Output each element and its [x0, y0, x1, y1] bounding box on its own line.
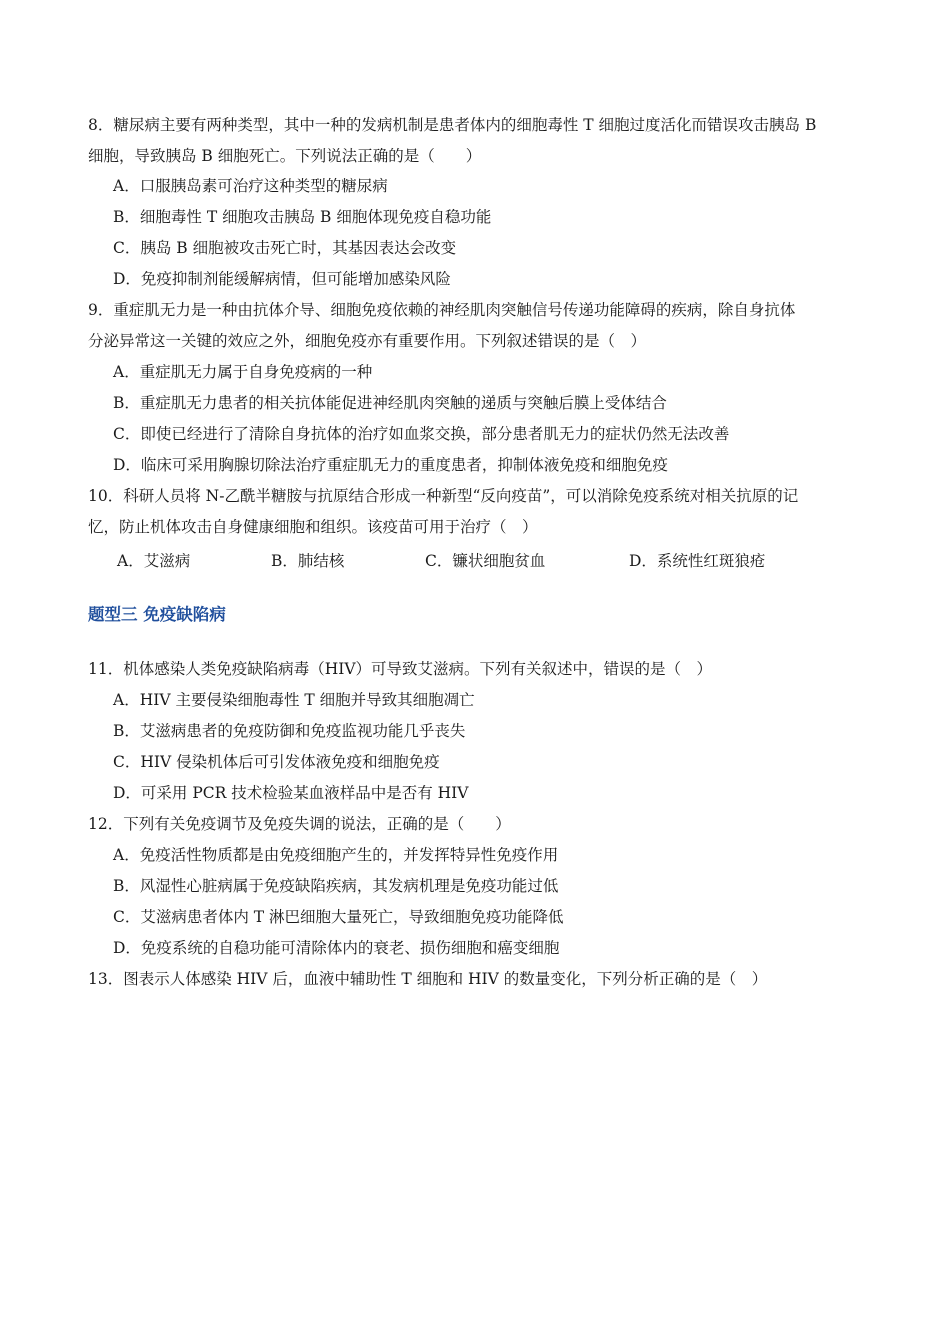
question-9-option-d: D．临床可采用胸腺切除法治疗重症肌无力的重度患者，抑制体液免疫和细胞免疫	[113, 456, 668, 474]
question-11-option-a: A．HIV 主要侵染细胞毒性 T 细胞并导致其细胞凋亡	[113, 691, 475, 709]
question-10-option-b: B．肺结核	[271, 552, 345, 570]
question-12-option-b: B．风湿性心脏病属于免疫缺陷疾病，其发病机理是免疫功能过低	[113, 877, 559, 895]
question-11-option-b: B．艾滋病患者的免疫防御和免疫监视功能几乎丧失	[113, 722, 466, 740]
question-10-stem-line1: 10．科研人员将 N-乙酰半糖胺与抗原结合形成一种新型“反向疫苗”，可以消除免疫系统对相关抗原的记	[88, 487, 799, 505]
question-10-option-d: D．系统性红斑狼疮	[629, 552, 766, 570]
question-12-option-c: C．艾滋病患者体内 T 淋巴细胞大量死亡，导致细胞免疫功能降低	[113, 908, 564, 926]
question-8-option-b: B．细胞毒性 T 细胞攻击胰岛 B 细胞体现免疫自稳功能	[113, 208, 492, 226]
question-9-option-b: B．重症肌无力患者的相关抗体能促进神经肌肉突触的递质与突触后膜上受体结合	[113, 394, 667, 412]
question-11-stem-line1: 11．机体感染人类免疫缺陷病毒（HIV）可导致艾滋病。下列有关叙述中，错误的是（ ）	[88, 660, 713, 678]
question-12-stem-line1: 12．下列有关免疫调节及免疫失调的说法，正确的是（ ）	[88, 815, 511, 833]
question-9-stem-line2: 分泌异常这一关键的效应之外，细胞免疫亦有重要作用。下列叙述错误的是（ ）	[88, 332, 647, 350]
section-heading: 题型三 免疫缺陷病	[88, 605, 226, 624]
question-8-stem-line1: 8．糖尿病主要有两种类型，其中一种的发病机制是患者体内的细胞毒性 T 细胞过度活化而错误攻击胰岛 B	[88, 116, 817, 134]
question-13-stem-line1: 13．图表示人体感染 HIV 后，血液中辅助性 T 细胞和 HIV 的数量变化，下列分析正确的是（ ）	[88, 970, 768, 988]
question-12-option-d: D．免疫系统的自稳功能可清除体内的衰老、损伤细胞和癌变细胞	[113, 939, 560, 957]
question-10-stem-line2: 忆，防止机体攻击自身健康细胞和组织。该疫苗可用于治疗（ ）	[88, 518, 538, 536]
question-8-option-d: D．免疫抑制剂能缓解病情，但可能增加感染风险	[113, 270, 451, 288]
question-8-stem-line2: 细胞，导致胰岛 B 细胞死亡。下列说法正确的是（ ）	[88, 147, 482, 165]
question-8-option-a: A．口服胰岛素可治疗这种类型的糖尿病	[113, 177, 388, 195]
question-9-option-a: A．重症肌无力属于自身免疫病的一种	[113, 363, 373, 381]
question-11-option-c: C．HIV 侵染机体后可引发体液免疫和细胞免疫	[113, 753, 440, 771]
question-10-option-a: A．艾滋病	[117, 552, 191, 570]
question-10-option-c: C．镰状细胞贫血	[425, 552, 546, 570]
question-12-option-a: A．免疫活性物质都是由免疫细胞产生的，并发挥特异性免疫作用	[113, 846, 559, 864]
question-9-stem-line1: 9．重症肌无力是一种由抗体介导、细胞免疫依赖的神经肌肉突触信号传递功能障碍的疾病，除自身抗体	[88, 301, 796, 319]
question-9-option-c: C．即使已经进行了清除自身抗体的治疗如血浆交换，部分患者肌无力的症状仍然无法改善	[113, 425, 730, 443]
question-8-option-c: C．胰岛 B 细胞被攻击死亡时，其基因表达会改变	[113, 239, 457, 257]
question-11-option-d: D．可采用 PCR 技术检验某血液样品中是否有 HIV	[113, 784, 469, 802]
